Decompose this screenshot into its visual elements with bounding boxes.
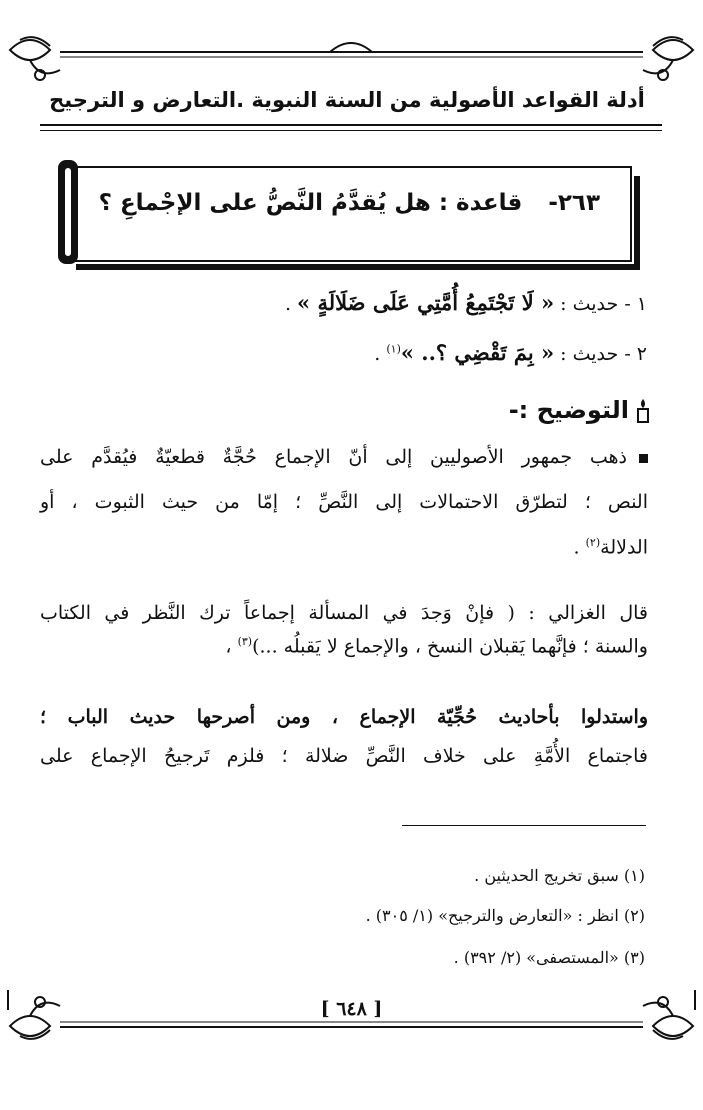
footnote-1: (١) سبق تخريج الحديثين . xyxy=(474,866,645,885)
rule-title xyxy=(90,190,600,216)
bottom-ornament xyxy=(0,988,703,1048)
evidence-1: ١ - حديث : « لَا تَجْتَمِعُ أُمَّتِي عَلَى ضَلَالَةٍ » . xyxy=(284,290,647,315)
header-rule xyxy=(40,124,662,126)
paragraph-line: النص ؛ لتطرّق الاحتمالات إلى النَّصِّ ؛ إمّا من حيث الثبوت ، أو xyxy=(40,490,648,513)
footnote-ref: (٣) xyxy=(237,634,253,648)
paragraph-1 xyxy=(40,446,648,559)
page-number: [ ٦٤٨ ] xyxy=(320,998,383,1020)
header-rule-thin xyxy=(40,130,662,131)
footnote-2: (٢) انظر : «التعارض والترجيح» (١/ ٣٠٥) . xyxy=(365,906,645,925)
rule-number: ٢٦٣- xyxy=(548,190,600,216)
top-ornament xyxy=(0,30,703,90)
paragraph-line: الدلالة$^{(٢)}$ . xyxy=(573,535,648,558)
bullet-icon xyxy=(639,454,648,463)
paragraph-line: ذهب جمهور الأصوليين إلى أنّ الإجماع حُجَّةٌ قطعيّةٌ فيُقدَّم على xyxy=(40,446,648,469)
tawdih-heading: التوضيح :- xyxy=(509,396,651,424)
candle-icon xyxy=(635,398,651,424)
evidence-2: ٢ - حديث : « بِمَ تَقْضِي ؟.. »$^{(١)}$ . xyxy=(374,340,647,365)
paragraph-line: واستدلوا بأحاديث حُجِّيّة الإجماع ، ومن أصرحها حديث الباب ؛ xyxy=(40,706,648,728)
footnote-ref: (٢) xyxy=(585,535,601,549)
paragraph-3 xyxy=(40,706,648,768)
paragraph-line: فاجتماع الأُمَّةِ على خلاف النَّصِّ ضلالة ؛ فلزم تَرجيحُ الإجماع على xyxy=(40,744,648,767)
paragraph-line: والسنة ؛ فإنَّهما يَقبلان النسخ ، والإجماع لا يَقبلُه ...)$^{(٣)}$ ، xyxy=(225,634,648,658)
scroll-roll-icon xyxy=(58,160,78,264)
paragraph-2 xyxy=(40,602,648,658)
footnote-ref: (١) xyxy=(386,342,401,356)
paragraph-line: قال الغزالي : ( فإنْ وَجدَ في المسألة إجماعاً ترك النَّظر في الكتاب xyxy=(40,602,648,624)
running-title: أدلة القواعد الأصولية من السنة النبوية .التعارض و الترجيح xyxy=(49,88,645,112)
footnote-3: (٣) «المستصفى» (٢/ ٣٩٢) . xyxy=(453,948,645,967)
footnote-rule xyxy=(402,825,646,826)
rule-title-text: قاعدة : هل يُقدَّمُ النَّصُّ على الإجْماعِ ؟ xyxy=(98,190,523,216)
